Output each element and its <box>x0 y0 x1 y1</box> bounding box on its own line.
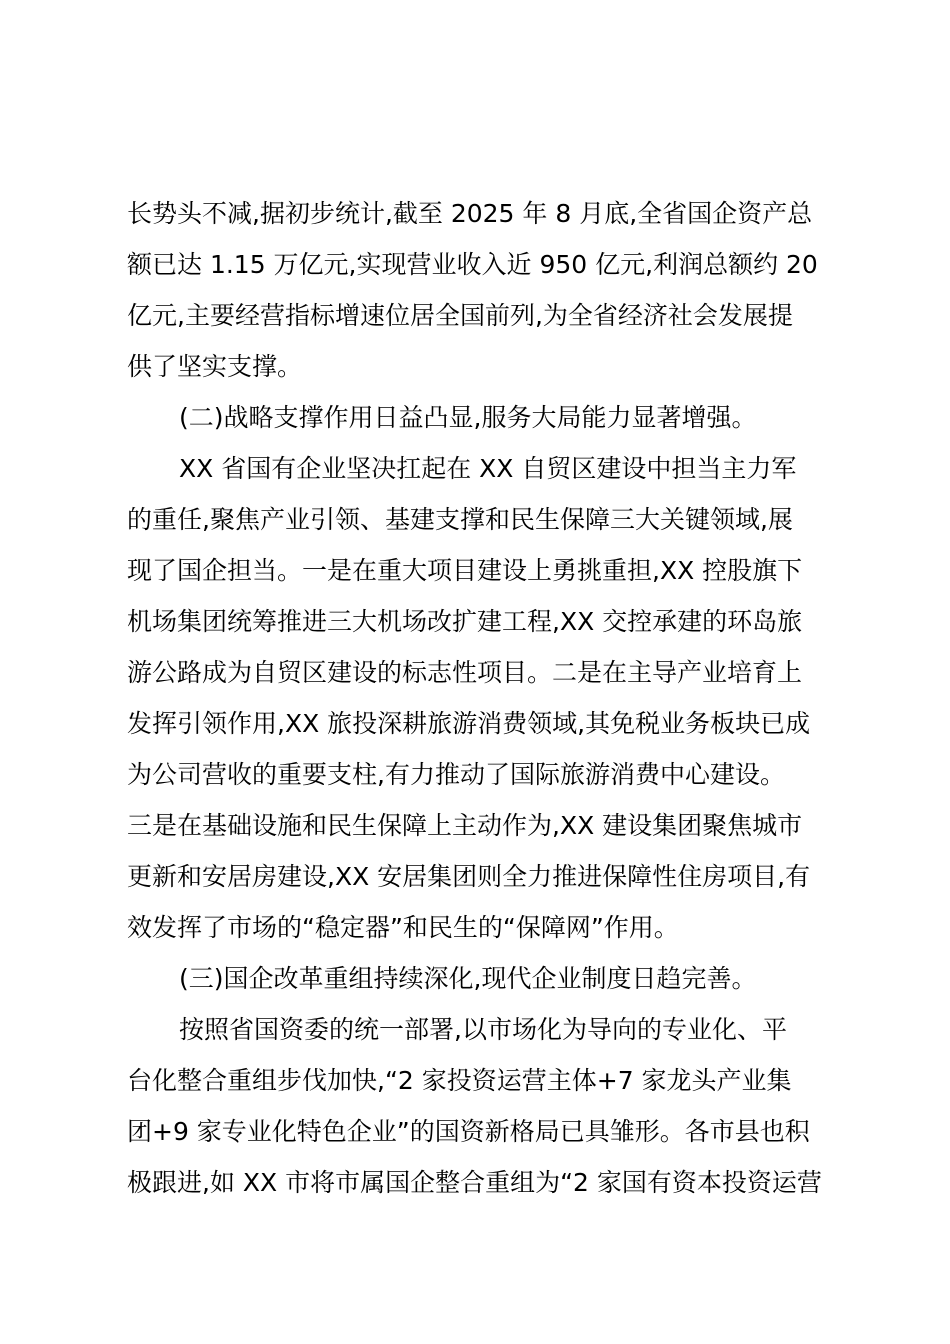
paragraph-2-line-10: 效发挥了市场的“稳定器”和民生的“保障网”作用。 <box>127 913 679 942</box>
paragraph-2-line-8: 三是在基础设施和民生保障上主动作为,XX 建设集团聚焦城市 <box>127 811 803 840</box>
paragraph-3-line-1: 按照省国资委的统一部署,以市场化为导向的专业化、平 <box>179 1015 787 1044</box>
section-heading-2: (二)战略支撑作用日益凸显,服务大局能力显著增强。 <box>179 403 757 432</box>
paragraph-2-line-4: 机场集团统筹推进三大机场改扩建工程,XX 交控承建的环岛旅 <box>127 607 803 636</box>
paragraph-1-line-4: 供了坚实支撑。 <box>127 352 303 381</box>
paragraph-2-line-5: 游公路成为自贸区建设的标志性项目。二是在主导产业培育上 <box>127 658 803 687</box>
paragraph-2-line-9: 更新和安居房建设,XX 安居集团则全力推进保障性住房项目,有 <box>127 862 811 891</box>
paragraph-3-line-4: 极跟进,如 XX 市将市属国企整合重组为“2 家国有资本投资运营 <box>127 1168 822 1197</box>
paragraph-2-line-6: 发挥引领作用,XX 旅投深耕旅游消费领域,其免税业务板块已成 <box>127 709 811 738</box>
paragraph-3-line-2: 台化整合重组步伐加快,“2 家投资运营主体+7 家龙头产业集 <box>127 1066 792 1095</box>
section-heading-3: (三)国企改革重组持续深化,现代企业制度日趋完善。 <box>179 964 757 993</box>
paragraph-3-line-3: 团+9 家专业化特色企业”的国资新格局已具雏形。各市县也积 <box>127 1117 810 1146</box>
paragraph-2-line-1: XX 省国有企业坚决扛起在 XX 自贸区建设中担当主力军 <box>179 454 797 483</box>
paragraph-1-line-2: 额已达 1.15 万亿元,实现营业收入近 950 亿元,利润总额约 20 <box>127 250 818 279</box>
paragraph-1-line-1: 长势头不减,据初步统计,截至 2025 年 8 月底,全省国企资产总 <box>127 199 813 228</box>
paragraph-2-line-3: 现了国企担当。一是在重大项目建设上勇挑重担,XX 控股旗下 <box>127 556 803 585</box>
paragraph-2-line-2: 的重任,聚焦产业引领、基建支撑和民生保障三大关键领域,展 <box>127 505 793 534</box>
paragraph-2-line-7: 为公司营收的重要支柱,有力推动了国际旅游消费中心建设。 <box>127 760 785 789</box>
paragraph-1-line-3: 亿元,主要经营指标增速位居全国前列,为全省经济社会发展提 <box>127 301 793 330</box>
